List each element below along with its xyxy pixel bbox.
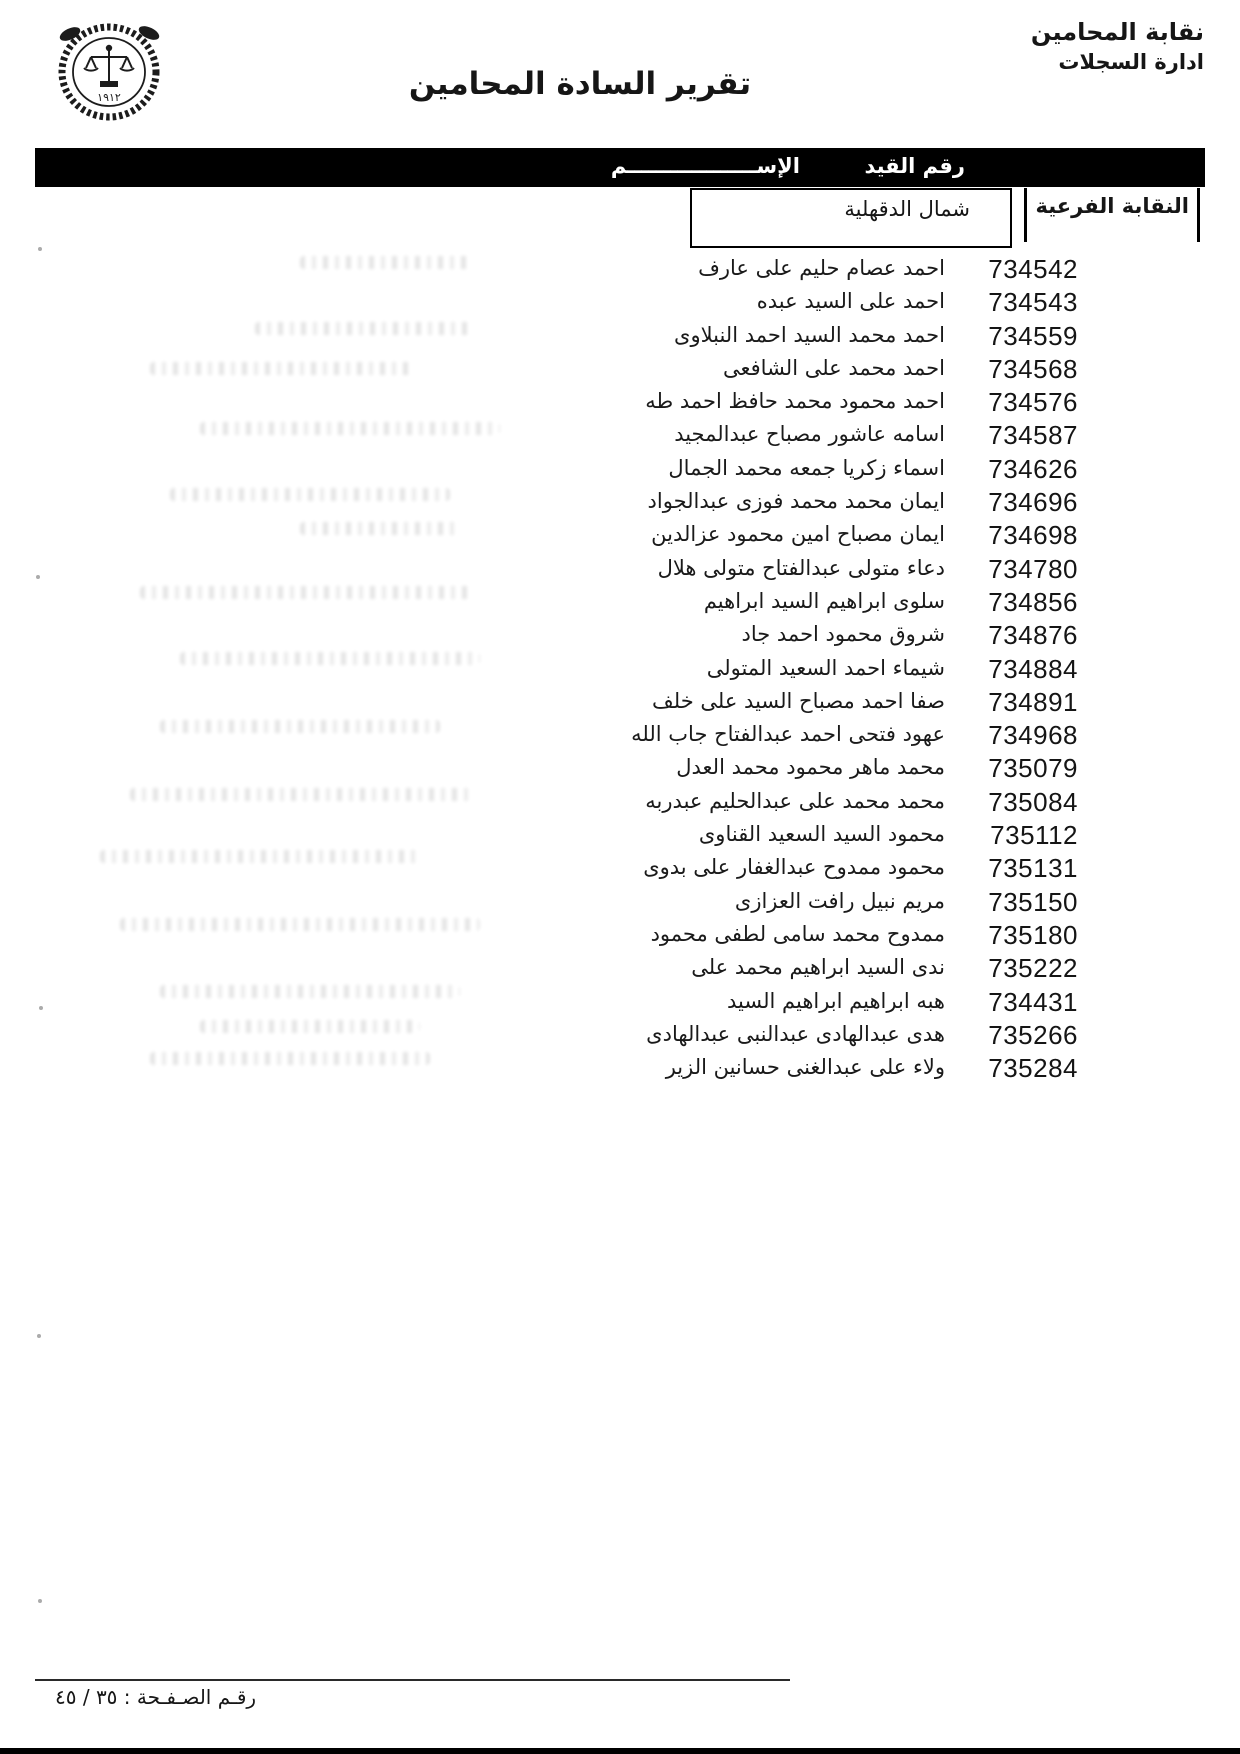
emblem-left-laurel (58, 24, 83, 43)
registration-number: 734856 (988, 586, 1078, 617)
lawyer-name: دعاء متولى عبدالفتاح متولى هلال (657, 555, 945, 580)
scan-speck (37, 1334, 41, 1338)
registration-number: 734698 (988, 520, 1078, 551)
registration-number: 735266 (988, 1019, 1078, 1050)
registration-number: 735079 (988, 753, 1078, 784)
registration-number: 735222 (988, 953, 1078, 984)
scan-speck (38, 247, 42, 251)
registration-number: 735131 (988, 853, 1078, 884)
scan-artifact (170, 488, 450, 501)
lawyer-name: احمد محمود محمد حافظ احمد طه (645, 389, 945, 414)
registration-number: 734576 (988, 387, 1078, 418)
lawyer-name: ندى السيد ابراهيم محمد على (691, 955, 945, 980)
scan-artifact (120, 918, 480, 931)
registration-number: 734876 (988, 620, 1078, 651)
lawyer-name: ايمان مصباح امين محمود عزالدين (651, 522, 945, 547)
footer-divider (35, 1679, 790, 1681)
registration-number: 734968 (988, 720, 1078, 751)
table-row (430, 718, 1078, 751)
registration-number: 735180 (988, 919, 1078, 950)
lawyer-name: محمد ماهر محمود محمد العدل (676, 755, 945, 780)
lawyer-name: هبه ابراهيم ابراهيم السيد (727, 988, 945, 1013)
registration-number: 734587 (988, 420, 1078, 451)
table-row (430, 918, 1078, 951)
registration-number: 734559 (988, 320, 1078, 351)
table-row (430, 485, 1078, 518)
table-header-bar (35, 148, 1205, 187)
emblem-right-laurel (137, 23, 162, 42)
registration-number: 734626 (988, 453, 1078, 484)
page-number: رقـم الصـفـحة : ٣٥ / ٤٥ (55, 1685, 257, 1709)
registration-number: 735284 (988, 1053, 1078, 1084)
page-title: تقرير السادة المحامين (408, 66, 752, 102)
table-row (430, 518, 1078, 551)
scan-artifact (140, 586, 470, 599)
registration-number: 734543 (988, 287, 1078, 318)
lawyer-name: احمد عصام حليم على عارف (698, 256, 945, 280)
scan-artifact (130, 788, 470, 801)
registration-number: 735084 (988, 786, 1078, 817)
lawyer-name: شيماء احمد السعيد المتولى (706, 655, 945, 680)
table-row (430, 652, 1078, 685)
lawyer-name: احمد على السيد عبده (756, 289, 945, 314)
scan-artifact (300, 256, 470, 269)
registration-number: 734884 (988, 653, 1078, 684)
lawyer-name: محمود ممدوح عبدالغفار على بدوى (643, 855, 945, 880)
column-header-name: الإســــــــــــــــــم (610, 154, 800, 178)
table-row (430, 818, 1078, 851)
org-block (1031, 16, 1204, 77)
registration-number: 735150 (988, 886, 1078, 917)
table-row (430, 885, 1078, 918)
table-row (430, 685, 1078, 718)
bar-association-emblem (50, 20, 168, 128)
lawyer-name: محمد محمد على عبدالحليم عبدربه (645, 788, 945, 813)
table-row (430, 385, 1078, 418)
branch-label: النقابة الفرعية (1024, 188, 1200, 242)
table-row (430, 418, 1078, 451)
lawyer-name: محمود السيد السعيد القناوى (698, 822, 945, 847)
lawyer-name: هدى عبدالهادى عبدالنبى عبدالهادى (646, 1021, 945, 1046)
scan-artifact (150, 362, 415, 375)
scan-artifact (300, 522, 460, 535)
table-row (430, 751, 1078, 784)
lawyer-name: صفا احمد مصباح السيد على خلف (652, 688, 945, 713)
scan-speck (36, 575, 40, 579)
table-row (430, 552, 1078, 585)
table-row (430, 785, 1078, 818)
table-row (430, 319, 1078, 352)
column-header-registration-number: رقم القيد (864, 154, 965, 178)
emblem-year: ١٩١٢ (97, 91, 121, 104)
lawyer-name: عهود فتحى احمد عبدالفتاح جاب الله (631, 722, 945, 747)
lawyer-name: احمد محمد على الشافعى (723, 355, 945, 380)
table-row (430, 285, 1078, 318)
branch-value-box: شمال الدقهلية (690, 188, 1012, 248)
registration-number: 734780 (988, 553, 1078, 584)
lawyer-name: ولاء على عبدالغنى حسانين الزير (665, 1055, 945, 1080)
scan-bottom-edge (0, 1748, 1240, 1754)
scan-artifact (100, 850, 420, 863)
table-row (430, 851, 1078, 884)
scan-artifact (150, 1052, 430, 1065)
scan-speck (38, 1599, 42, 1603)
lawyer-name: ممدوح محمد سامى لطفى محمود (650, 921, 945, 946)
org-name: نقابة المحامين (1030, 18, 1204, 46)
table-row (430, 1051, 1078, 1084)
registration-number: 734542 (988, 254, 1078, 284)
lawyer-name: احمد محمد السيد احمد النبلاوى (674, 322, 945, 347)
scan-artifact (160, 985, 460, 998)
lawyer-name: مريم نبيل رافت العزازى (734, 888, 945, 913)
registration-number: 734696 (988, 487, 1078, 518)
lawyer-name: سلوى ابراهيم السيد ابراهيم (703, 588, 945, 613)
scan-speck (39, 1006, 43, 1010)
lawyer-name: اسماء زكريا جمعه محمد الجمال (668, 455, 945, 480)
org-department: ادارة السجلات (1058, 50, 1204, 75)
table-row (430, 985, 1078, 1018)
table-row (430, 452, 1078, 485)
table-row (430, 352, 1078, 385)
scan-artifact (200, 422, 500, 435)
lawyer-name: اسامه عاشور مصباح عبدالمجيد (674, 422, 945, 447)
table-row (430, 618, 1078, 651)
registration-number: 734568 (988, 353, 1078, 384)
table-row (430, 951, 1078, 984)
scan-artifact (180, 652, 480, 665)
table-row (430, 1018, 1078, 1051)
lawyer-list (430, 252, 1078, 1084)
registration-number: 734431 (988, 986, 1078, 1017)
registration-number: 734891 (988, 686, 1078, 717)
scan-artifact (160, 720, 440, 733)
lawyer-name: ايمان محمد محمد فوزى عبدالجواد (647, 489, 945, 514)
table-row (430, 585, 1078, 618)
lawyer-name: شروق محمود احمد جاد (741, 622, 945, 647)
table-row (430, 252, 1078, 285)
registration-number: 735112 (990, 820, 1078, 851)
scan-artifact (200, 1020, 420, 1033)
scan-artifact (255, 322, 470, 335)
